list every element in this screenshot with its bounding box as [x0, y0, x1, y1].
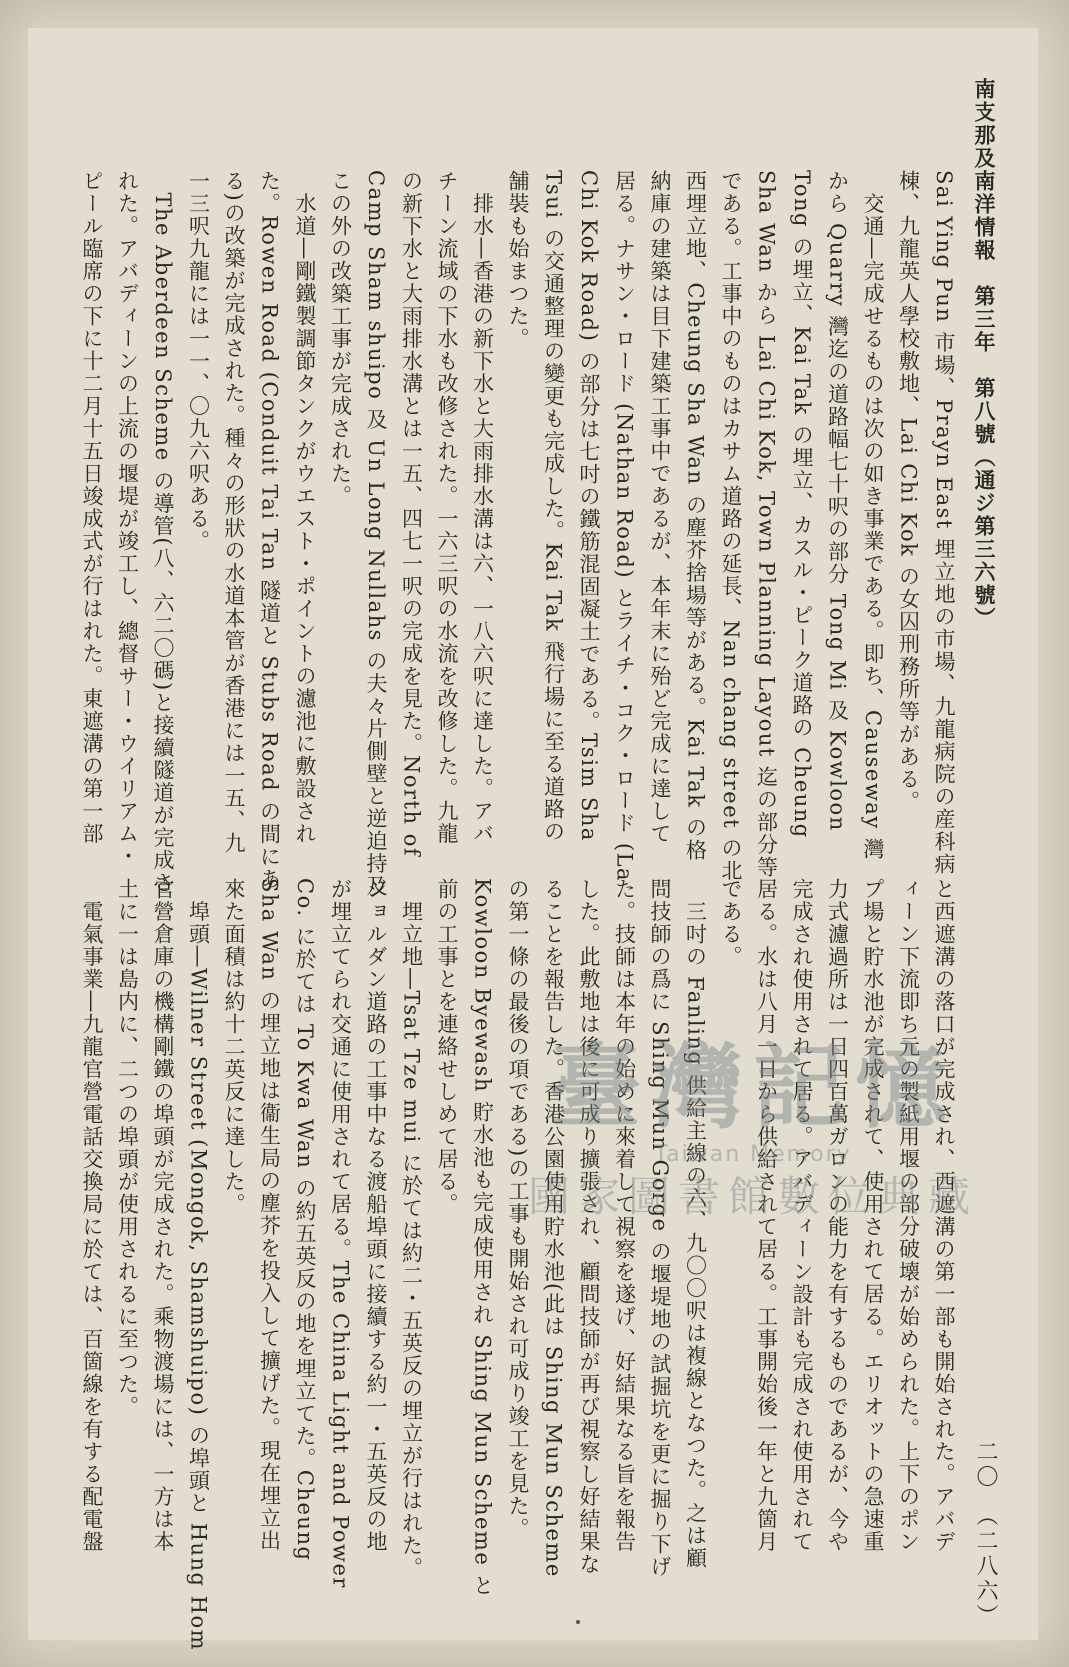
watermark-title: 臺灣記憶: [548, 1034, 957, 1141]
text-line: が埋立てられ交通に使用されて居る。The China Light and Power: [328, 878, 353, 1589]
text-line: Tsui の交通整理の變更も完成した。Kai Tak 飛行場に至る道路の: [541, 170, 566, 844]
text-line: 力式濾過所は一日四百萬ガロンの能力を有するものであるが、今や: [825, 878, 850, 1553]
text-line: Tong の埋立、Kai Tak の埋立、カスル・ピーク道路の Cheung: [790, 170, 814, 839]
text-line: である。: [719, 878, 743, 968]
text-line: Sha Wan の埋立地は衞生局の塵芥を投入して擴げた。現在埋立出: [257, 878, 282, 1553]
text-line: 棟、九龍英人學校敷地、Lai Chi Kok の女囚刑務所等がある。: [896, 170, 921, 814]
text-line: の新下水と大雨排水溝とは一五、四七一呎の完成を見た。North of: [399, 170, 424, 858]
text-line: 居る。水は八月一日から供給されて居る。工事開始後一年と九箇月: [754, 878, 779, 1553]
text-line: 前の工事とを連絡せしめて居る。: [435, 878, 459, 1216]
watermark-english: Taiwan Memory: [654, 1142, 852, 1167]
text-line: 納庫の建築は目下建築工事中であるが、本年末に殆ど完成に達して: [648, 170, 672, 845]
text-line: る)の改築が完成された。種々の形狀の水道本管が香港には一五、九: [222, 170, 246, 855]
text-line: から Quarry 灣迄の道路幅七十呎の部分 Tong Mi 及 Kowloon: [825, 170, 850, 832]
text-line: ィーン下流即ち元の製紙用堰の部分破壊が始められた。上下のポン: [896, 878, 921, 1553]
text-line: れた。アバディーンの上流の堰堤が竣工し、總督サー・ウイリアム・: [115, 170, 140, 868]
text-line: 問技師の爲に Shing Mun Gorge の堰堤地の試掘坑を更に掘り下げ: [648, 878, 672, 1579]
text-line: Camp Sham shuipo 及 Un Long Nullahs の夫々片側壁と逆迫持及: [364, 170, 388, 898]
page-dot: [576, 1620, 580, 1624]
page-number: 二〇 （二八六）: [973, 1440, 998, 1629]
text-line: Co. に於ては To Kwa Wan の約五英反の地を埋立てた。Cheung: [293, 878, 317, 1562]
text-line: The Aberdeen Scheme の導管(八、六二〇碼)と接續隧道が完成さ: [151, 170, 175, 895]
text-line: 完成され使用されて居る。アバディーン設計も完成され使用されて: [790, 878, 814, 1553]
text-line: た。技師は本年の始めに來着して視察を遂げ、好結果なる旨を報告: [612, 878, 637, 1553]
text-line: 電氣事業―九龍官營電話交換局に於ては、百箇線を有する配電盤: [80, 878, 104, 1553]
watermark-chinese: 國家圖書館數位典藏: [527, 1172, 978, 1221]
text-line: Kowloon Byewash 貯水池も完成使用され Shing Mun Scheme と: [470, 878, 495, 1597]
text-line: 水道―剛鐵製調節タンクがウエスト・ポイントの濾池に敷設され: [293, 170, 317, 845]
page-sheet: [28, 28, 1038, 1652]
text-line: チーン流域の下水も改修された。一六三呎の水流を改修した。九龍: [435, 170, 459, 845]
text-line: 居る。ナサン・ロード (Nathan Road) とライチ・コク・ロード (La: [612, 170, 637, 883]
text-line: ることを報告した。香港公園使用貯水池(此は Shing Mun Scheme: [541, 878, 566, 1578]
text-line: 交通―完成せるものは次の如き事業である。即ち、Causeway 灣: [861, 170, 885, 861]
text-line: である。工事中のものはカサム道路の延長、Nan chang street の北: [719, 170, 743, 883]
text-line: 來た面積は約十二英反に達した。: [222, 878, 246, 1216]
text-line: ピール臨席の下に十二月十五日竣成式が行はれた。東遮溝の第一部: [80, 170, 104, 845]
text-line: した。此敷地は後に可成り擴張され、顧問技師が再び視察し好結果な: [577, 878, 601, 1576]
text-line: プ場と貯水池が完成されて、使用されて居る。エリオットの急速重: [861, 878, 885, 1553]
text-line: 舗裝も始まつた。: [506, 170, 530, 350]
text-line: た。Rowen Road (Conduit Tai Tan 隧道と Stubs Road の間にあ: [257, 170, 282, 891]
text-line: と西遮溝の落口が完成され、西遮溝の第一部も開始された。アバデ: [932, 878, 956, 1553]
text-line: 三吋の Fanling 供給主線の六、九〇〇呎は複線となつた。之は顧: [683, 878, 708, 1570]
text-line: 埋立地―Tsat Tze mui に於ては約二・五英反の埋立が行はれた。: [399, 878, 424, 1580]
text-line: この外の改築工事が完成された。: [328, 170, 353, 508]
text-line: の第一條の最後の項である)の工事も開始され可成り竣工を見た。: [506, 878, 530, 1541]
text-line: 埠頭―Wilner Street (Mongok, Shamshuipo) の埠頭と Hung Hom: [186, 878, 211, 1652]
text-line: 官營倉庫の機構剛鐵の埠頭が完成された。乘物渡場には、一方は本: [151, 878, 175, 1553]
library-watermark: [483, 1033, 1023, 1273]
text-line: 一三呎九龍には一一、〇九六呎ある。: [186, 170, 211, 553]
text-line: 西埋立地、Cheung Sha Wan の塵芥捨場等がある。Kai Tak の格: [683, 170, 708, 862]
text-line: 土に一は島内に、二つの埠頭が使用されるに至つた。: [115, 878, 140, 1418]
text-line: Sha Wan から Lai Chi Kok, Town Planning Layout 迄の部分等: [754, 170, 779, 879]
text-line: ジョルダン道路の工事中なる渡船埠頭に接續する約一・五英反の地: [364, 878, 388, 1553]
text-line: 排水―香港の新下水と大雨排水溝は六、一八六呎に達した。アバ: [470, 170, 495, 845]
text-line: Sai Ying Pun 市場、Prayn East 埋立地の市場、九龍病院の産科病: [932, 170, 956, 876]
running-header: 南支那及南洋情報 第三年 第八號（通ジ第三六號）: [972, 78, 997, 630]
text-line: Chi Kok Road) の部分は七吋の鐵筋混固凝土である。Tsim Sha: [577, 170, 601, 842]
